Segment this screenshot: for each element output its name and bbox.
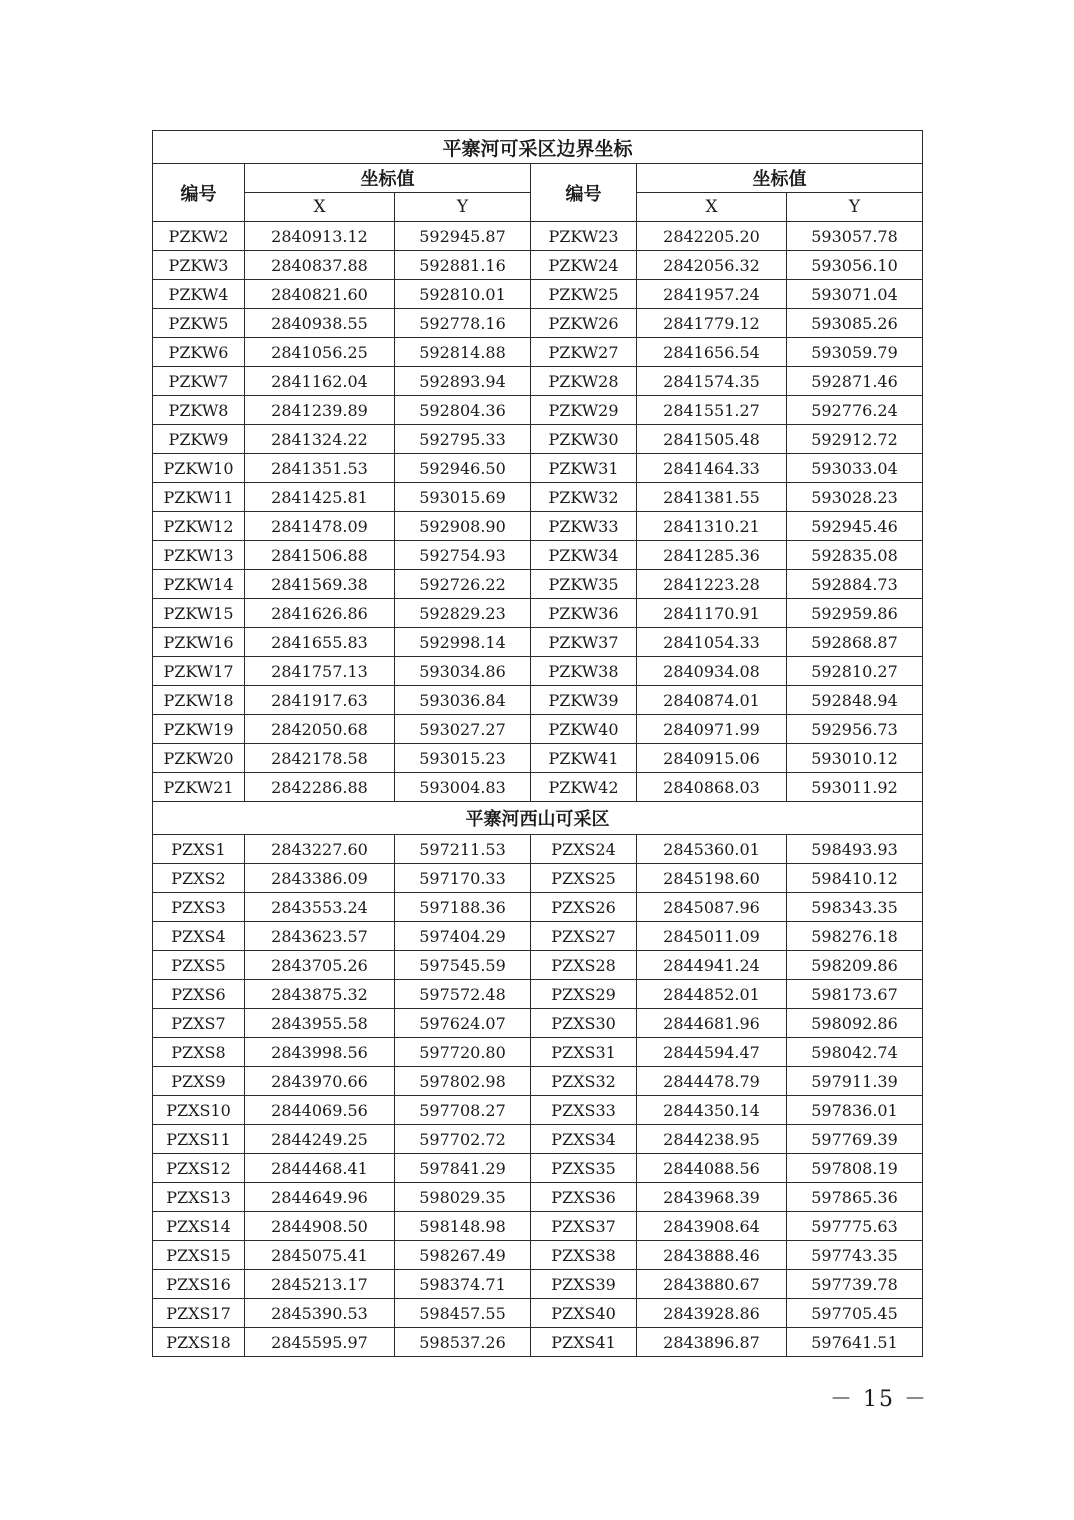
x-value-left: 2843875.32 [245, 980, 395, 1009]
point-id-right: PZXS28 [531, 951, 637, 980]
x-value-right: 2844852.01 [637, 980, 787, 1009]
y-value-left: 592893.94 [395, 367, 531, 396]
point-id-right: PZKW30 [531, 425, 637, 454]
title-row [153, 131, 923, 164]
x-value-right: 2843888.46 [637, 1241, 787, 1270]
point-id-right: PZXS39 [531, 1270, 637, 1299]
y-value-right: 593056.10 [787, 251, 923, 280]
x-value-right: 2842056.32 [637, 251, 787, 280]
x-value-left: 2843623.57 [245, 922, 395, 951]
point-id-left: PZXS4 [153, 922, 245, 951]
point-id-right: PZKW36 [531, 599, 637, 628]
y-value-right: 592959.86 [787, 599, 923, 628]
x-value-right: 2843880.67 [637, 1270, 787, 1299]
y-value-right: 597739.78 [787, 1270, 923, 1299]
coordinate-table [152, 130, 923, 1357]
x-value-left: 2841351.53 [245, 454, 395, 483]
y-value-right: 597808.19 [787, 1154, 923, 1183]
x-value-right: 2845011.09 [637, 922, 787, 951]
point-id-left: PZKW19 [153, 715, 245, 744]
x-value-right: 2840868.03 [637, 773, 787, 802]
x-value-left: 2841757.13 [245, 657, 395, 686]
table-row [153, 512, 923, 541]
y-value-right: 598276.18 [787, 922, 923, 951]
y-value-right: 593057.78 [787, 222, 923, 251]
point-id-left: PZKW14 [153, 570, 245, 599]
y-value-left: 598457.55 [395, 1299, 531, 1328]
x-value-right: 2841310.21 [637, 512, 787, 541]
x-value-right: 2844478.79 [637, 1067, 787, 1096]
y-value-right: 593071.04 [787, 280, 923, 309]
table-row [153, 570, 923, 599]
y-value-left: 592778.16 [395, 309, 531, 338]
point-id-left: PZKW20 [153, 744, 245, 773]
x-value-right: 2845198.60 [637, 864, 787, 893]
point-id-left: PZKW13 [153, 541, 245, 570]
y-value-left: 593027.27 [395, 715, 531, 744]
point-id-left: PZKW9 [153, 425, 245, 454]
x-value-right: 2842205.20 [637, 222, 787, 251]
y-value-right: 598042.74 [787, 1038, 923, 1067]
x-value-left: 2841239.89 [245, 396, 395, 425]
x-value-left: 2842178.58 [245, 744, 395, 773]
x-value-right: 2841223.28 [637, 570, 787, 599]
point-id-left: PZXS17 [153, 1299, 245, 1328]
point-id-left: PZKW15 [153, 599, 245, 628]
table-row [153, 367, 923, 396]
y-value-right: 598493.93 [787, 835, 923, 864]
point-id-left: PZKW12 [153, 512, 245, 541]
x-value-left: 2841056.25 [245, 338, 395, 367]
point-id-left: PZXS10 [153, 1096, 245, 1125]
x-value-right: 2840874.01 [637, 686, 787, 715]
point-id-right: PZKW32 [531, 483, 637, 512]
y-value-right: 592912.72 [787, 425, 923, 454]
section-title-row [153, 802, 923, 835]
x-value-left: 2840913.12 [245, 222, 395, 251]
y-header-right: Y [787, 193, 923, 222]
table-row [153, 657, 923, 686]
table-row [153, 864, 923, 893]
table-row [153, 1183, 923, 1212]
x-value-left: 2843553.24 [245, 893, 395, 922]
x-value-right: 2844350.14 [637, 1096, 787, 1125]
x-value-left: 2845213.17 [245, 1270, 395, 1299]
x-value-right: 2841505.48 [637, 425, 787, 454]
point-id-left: PZXS15 [153, 1241, 245, 1270]
x-value-left: 2841506.88 [245, 541, 395, 570]
y-value-left: 598148.98 [395, 1212, 531, 1241]
point-id-left: PZKW21 [153, 773, 245, 802]
point-id-right: PZXS37 [531, 1212, 637, 1241]
x-value-right: 2841957.24 [637, 280, 787, 309]
table-row [153, 1067, 923, 1096]
point-id-left: PZKW7 [153, 367, 245, 396]
coord-header-left: 坐标值 [245, 164, 531, 193]
y-value-left: 597404.29 [395, 922, 531, 951]
y-value-left: 593015.23 [395, 744, 531, 773]
table-row [153, 541, 923, 570]
table-row [153, 1299, 923, 1328]
y-header-left: Y [395, 193, 531, 222]
table-row [153, 922, 923, 951]
y-value-left: 597188.36 [395, 893, 531, 922]
y-value-right: 598343.35 [787, 893, 923, 922]
point-id-left: PZXS1 [153, 835, 245, 864]
point-id-right: PZKW41 [531, 744, 637, 773]
x-value-left: 2844069.56 [245, 1096, 395, 1125]
point-id-right: PZKW38 [531, 657, 637, 686]
y-value-left: 592804.36 [395, 396, 531, 425]
point-id-right: PZXS38 [531, 1241, 637, 1270]
point-id-right: PZXS36 [531, 1183, 637, 1212]
x-value-right: 2845360.01 [637, 835, 787, 864]
x-value-left: 2843998.56 [245, 1038, 395, 1067]
x-value-right: 2843968.39 [637, 1183, 787, 1212]
x-value-left: 2841655.83 [245, 628, 395, 657]
y-value-left: 597720.80 [395, 1038, 531, 1067]
y-value-left: 592795.33 [395, 425, 531, 454]
y-value-left: 598374.71 [395, 1270, 531, 1299]
table-row [153, 744, 923, 773]
x-value-right: 2844088.56 [637, 1154, 787, 1183]
point-id-left: PZXS9 [153, 1067, 245, 1096]
y-value-left: 597802.98 [395, 1067, 531, 1096]
table-row [153, 715, 923, 744]
y-value-right: 592884.73 [787, 570, 923, 599]
point-id-right: PZKW40 [531, 715, 637, 744]
point-id-left: PZXS5 [153, 951, 245, 980]
y-value-left: 597170.33 [395, 864, 531, 893]
table-row [153, 599, 923, 628]
x-value-right: 2840915.06 [637, 744, 787, 773]
point-id-left: PZKW17 [153, 657, 245, 686]
point-id-left: PZKW3 [153, 251, 245, 280]
table-row [153, 483, 923, 512]
y-value-left: 597624.07 [395, 1009, 531, 1038]
x-value-left: 2841478.09 [245, 512, 395, 541]
y-value-right: 593033.04 [787, 454, 923, 483]
table-row [153, 309, 923, 338]
x-value-right: 2840971.99 [637, 715, 787, 744]
y-value-left: 597702.72 [395, 1125, 531, 1154]
table-title: 平寨河可采区边界坐标 [153, 131, 923, 164]
point-id-right: PZXS34 [531, 1125, 637, 1154]
x-value-right: 2843896.87 [637, 1328, 787, 1357]
y-value-right: 597775.63 [787, 1212, 923, 1241]
x-value-left: 2845595.97 [245, 1328, 395, 1357]
point-id-left: PZXS18 [153, 1328, 245, 1357]
y-value-left: 593036.84 [395, 686, 531, 715]
table-row [153, 1241, 923, 1270]
y-value-right: 593059.79 [787, 338, 923, 367]
point-id-right: PZKW23 [531, 222, 637, 251]
y-value-right: 592848.94 [787, 686, 923, 715]
x-value-left: 2844908.50 [245, 1212, 395, 1241]
x-value-left: 2841425.81 [245, 483, 395, 512]
y-value-left: 593015.69 [395, 483, 531, 512]
table-row [153, 396, 923, 425]
y-value-left: 598029.35 [395, 1183, 531, 1212]
point-id-left: PZXS3 [153, 893, 245, 922]
x-value-left: 2844468.41 [245, 1154, 395, 1183]
x-value-right: 2841285.36 [637, 541, 787, 570]
point-id-left: PZXS14 [153, 1212, 245, 1241]
section-title: 平寨河西山可采区 [153, 802, 923, 835]
x-value-right: 2841779.12 [637, 309, 787, 338]
table-row [153, 773, 923, 802]
table-row [153, 893, 923, 922]
x-value-right: 2841381.55 [637, 483, 787, 512]
point-id-right: PZKW35 [531, 570, 637, 599]
y-value-right: 598410.12 [787, 864, 923, 893]
table-row [153, 686, 923, 715]
y-value-right: 592945.46 [787, 512, 923, 541]
x-header-left: X [245, 193, 395, 222]
x-value-left: 2843970.66 [245, 1067, 395, 1096]
x-value-right: 2844941.24 [637, 951, 787, 980]
point-id-left: PZKW18 [153, 686, 245, 715]
table-row [153, 251, 923, 280]
x-value-left: 2843227.60 [245, 835, 395, 864]
x-header-right: X [637, 193, 787, 222]
table-row [153, 338, 923, 367]
point-id-right: PZXS31 [531, 1038, 637, 1067]
table-row [153, 1270, 923, 1299]
point-id-right: PZXS32 [531, 1067, 637, 1096]
point-id-right: PZKW42 [531, 773, 637, 802]
point-id-right: PZXS35 [531, 1154, 637, 1183]
y-value-right: 592871.46 [787, 367, 923, 396]
point-id-right: PZXS26 [531, 893, 637, 922]
y-value-left: 597841.29 [395, 1154, 531, 1183]
x-value-right: 2845087.96 [637, 893, 787, 922]
y-value-right: 597865.36 [787, 1183, 923, 1212]
id-header-right: 编号 [531, 164, 637, 222]
point-id-left: PZKW4 [153, 280, 245, 309]
y-value-right: 597911.39 [787, 1067, 923, 1096]
x-value-left: 2840821.60 [245, 280, 395, 309]
x-value-left: 2841917.63 [245, 686, 395, 715]
x-value-left: 2841162.04 [245, 367, 395, 396]
table-row [153, 980, 923, 1009]
table-row [153, 835, 923, 864]
point-id-left: PZKW11 [153, 483, 245, 512]
point-id-right: PZKW24 [531, 251, 637, 280]
y-value-right: 597641.51 [787, 1328, 923, 1357]
x-value-right: 2843928.86 [637, 1299, 787, 1328]
table-row [153, 222, 923, 251]
table-row [153, 1009, 923, 1038]
y-value-left: 592754.93 [395, 541, 531, 570]
y-value-right: 598209.86 [787, 951, 923, 980]
x-value-left: 2843386.09 [245, 864, 395, 893]
point-id-right: PZKW39 [531, 686, 637, 715]
x-value-right: 2841551.27 [637, 396, 787, 425]
y-value-right: 593010.12 [787, 744, 923, 773]
y-value-left: 592945.87 [395, 222, 531, 251]
y-value-left: 592881.16 [395, 251, 531, 280]
point-id-left: PZXS12 [153, 1154, 245, 1183]
table-row [153, 1328, 923, 1357]
point-id-left: PZKW5 [153, 309, 245, 338]
table-row [153, 1125, 923, 1154]
y-value-right: 597836.01 [787, 1096, 923, 1125]
y-value-left: 592814.88 [395, 338, 531, 367]
y-value-right: 597769.39 [787, 1125, 923, 1154]
point-id-left: PZXS11 [153, 1125, 245, 1154]
x-value-right: 2841656.54 [637, 338, 787, 367]
y-value-right: 592956.73 [787, 715, 923, 744]
x-value-right: 2841464.33 [637, 454, 787, 483]
y-value-left: 597211.53 [395, 835, 531, 864]
y-value-left: 597572.48 [395, 980, 531, 1009]
point-id-right: PZXS40 [531, 1299, 637, 1328]
y-value-left: 592726.22 [395, 570, 531, 599]
x-value-left: 2842050.68 [245, 715, 395, 744]
y-value-right: 598092.86 [787, 1009, 923, 1038]
y-value-right: 597743.35 [787, 1241, 923, 1270]
table-row [153, 1038, 923, 1067]
point-id-left: PZKW10 [153, 454, 245, 483]
point-id-left: PZXS6 [153, 980, 245, 1009]
point-id-right: PZXS29 [531, 980, 637, 1009]
point-id-right: PZXS41 [531, 1328, 637, 1357]
x-value-right: 2844594.47 [637, 1038, 787, 1067]
point-id-right: PZXS30 [531, 1009, 637, 1038]
table-row [153, 425, 923, 454]
point-id-right: PZKW33 [531, 512, 637, 541]
x-value-left: 2844249.25 [245, 1125, 395, 1154]
y-value-left: 598267.49 [395, 1241, 531, 1270]
id-header-left: 编号 [153, 164, 245, 222]
y-value-left: 592908.90 [395, 512, 531, 541]
y-value-left: 592946.50 [395, 454, 531, 483]
y-value-left: 592998.14 [395, 628, 531, 657]
point-id-left: PZXS8 [153, 1038, 245, 1067]
table-body [153, 131, 923, 1357]
y-value-right: 597705.45 [787, 1299, 923, 1328]
header-row-1 [153, 164, 923, 193]
y-value-right: 592776.24 [787, 396, 923, 425]
x-value-left: 2845390.53 [245, 1299, 395, 1328]
x-value-right: 2841574.35 [637, 367, 787, 396]
table-row [153, 1154, 923, 1183]
x-value-left: 2840938.55 [245, 309, 395, 338]
x-value-right: 2844238.95 [637, 1125, 787, 1154]
x-value-right: 2841054.33 [637, 628, 787, 657]
point-id-left: PZKW8 [153, 396, 245, 425]
y-value-right: 592810.27 [787, 657, 923, 686]
y-value-left: 592829.23 [395, 599, 531, 628]
point-id-left: PZXS16 [153, 1270, 245, 1299]
point-id-right: PZKW37 [531, 628, 637, 657]
point-id-right: PZKW25 [531, 280, 637, 309]
table-row [153, 280, 923, 309]
table-row [153, 1096, 923, 1125]
table-row [153, 628, 923, 657]
y-value-right: 598173.67 [787, 980, 923, 1009]
table-row [153, 951, 923, 980]
y-value-left: 597545.59 [395, 951, 531, 980]
table-row [153, 1212, 923, 1241]
page-number: － 15 － [830, 1387, 928, 1412]
x-value-left: 2841626.86 [245, 599, 395, 628]
y-value-left: 592810.01 [395, 280, 531, 309]
point-id-left: PZKW6 [153, 338, 245, 367]
y-value-right: 592835.08 [787, 541, 923, 570]
y-value-right: 593085.26 [787, 309, 923, 338]
x-value-right: 2843908.64 [637, 1212, 787, 1241]
point-id-right: PZKW28 [531, 367, 637, 396]
x-value-left: 2841324.22 [245, 425, 395, 454]
x-value-left: 2840837.88 [245, 251, 395, 280]
x-value-left: 2843705.26 [245, 951, 395, 980]
coord-header-right: 坐标值 [637, 164, 923, 193]
y-value-right: 593028.23 [787, 483, 923, 512]
point-id-right: PZKW27 [531, 338, 637, 367]
x-value-right: 2840934.08 [637, 657, 787, 686]
x-value-left: 2843955.58 [245, 1009, 395, 1038]
point-id-right: PZXS27 [531, 922, 637, 951]
y-value-left: 598537.26 [395, 1328, 531, 1357]
x-value-right: 2841170.91 [637, 599, 787, 628]
y-value-right: 593011.92 [787, 773, 923, 802]
point-id-left: PZKW2 [153, 222, 245, 251]
point-id-left: PZKW16 [153, 628, 245, 657]
point-id-left: PZXS2 [153, 864, 245, 893]
table-row [153, 454, 923, 483]
point-id-right: PZKW34 [531, 541, 637, 570]
point-id-right: PZKW26 [531, 309, 637, 338]
y-value-left: 593004.83 [395, 773, 531, 802]
point-id-right: PZKW29 [531, 396, 637, 425]
point-id-left: PZXS7 [153, 1009, 245, 1038]
x-value-right: 2844681.96 [637, 1009, 787, 1038]
x-value-left: 2841569.38 [245, 570, 395, 599]
point-id-left: PZXS13 [153, 1183, 245, 1212]
x-value-left: 2845075.41 [245, 1241, 395, 1270]
x-value-left: 2844649.96 [245, 1183, 395, 1212]
point-id-right: PZXS24 [531, 835, 637, 864]
point-id-right: PZKW31 [531, 454, 637, 483]
y-value-right: 592868.87 [787, 628, 923, 657]
x-value-left: 2842286.88 [245, 773, 395, 802]
point-id-right: PZXS25 [531, 864, 637, 893]
y-value-left: 593034.86 [395, 657, 531, 686]
point-id-right: PZXS33 [531, 1096, 637, 1125]
y-value-left: 597708.27 [395, 1096, 531, 1125]
